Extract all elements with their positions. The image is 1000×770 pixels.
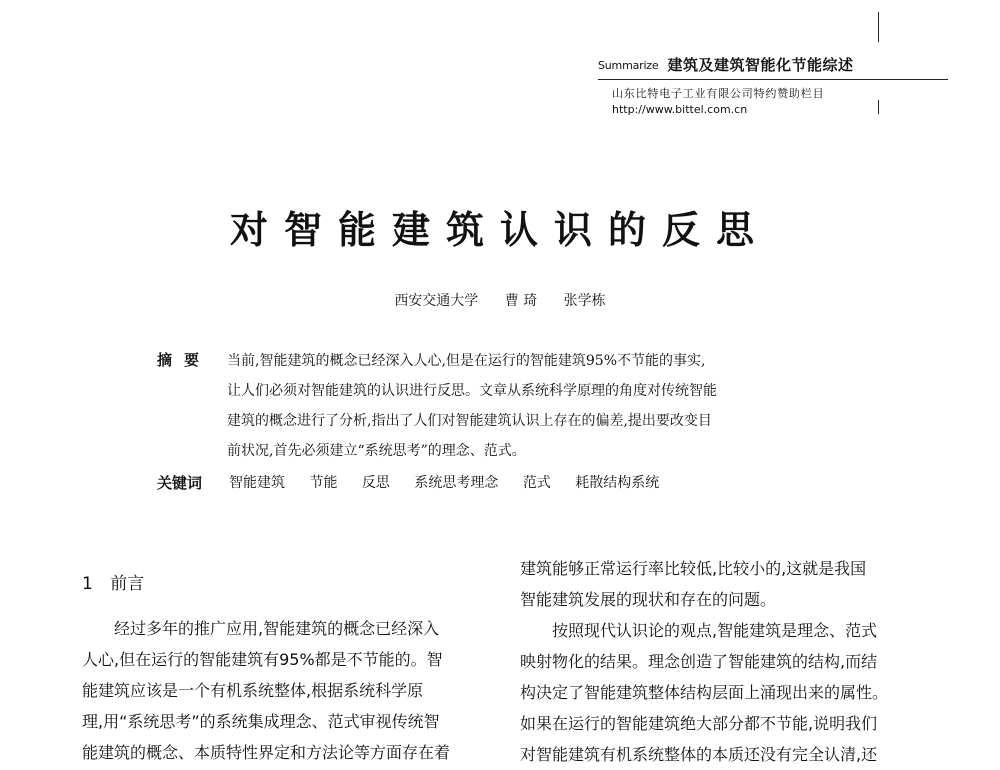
body-line: 理,用“系统思考”的系统集成理念、范式审视传统智 <box>82 712 440 731</box>
abstract-label: 摘要 <box>157 351 212 369</box>
header-divider <box>598 79 948 80</box>
keyword: 智能建筑 <box>229 475 285 491</box>
body-line: 对智能建筑有机系统整体的本质还没有完全认清,还 <box>520 745 878 764</box>
section-number: 1 <box>82 574 93 594</box>
abstract-line: 前状况,首先必须建立“系统思考”的理念、范式。 <box>227 443 526 459</box>
summarize-label: Summarize <box>598 59 659 72</box>
body-line: 智能建筑发展的现状和存在的问题。 <box>520 590 777 609</box>
right-column <box>520 553 920 770</box>
body-line: 按照现代认识论的观点,智能建筑是理念、范式 <box>552 621 878 640</box>
abstract-line: 当前,智能建筑的概念已经深入人心,但是在运行的智能建筑95%不节能的事实, <box>227 353 706 369</box>
keyword: 耗散结构系统 <box>575 475 660 491</box>
abstract-line: 建筑的概念进行了分析,指出了人们对智能建筑认识上存在的偏差,提出要改变目 <box>227 413 712 429</box>
keyword: 范式 <box>522 475 551 491</box>
body-line: 建筑能够正常运行率比较低,比较小的,这就是我国 <box>520 559 867 578</box>
body-line: 经过多年的推广应用,智能建筑的概念已经深入 <box>114 619 440 638</box>
sponsor-line: 山东比特电子工业有限公司特约赞助栏目 <box>612 87 825 100</box>
body-line: 人心,但在运行的智能建筑有95%都是不节能的。智 <box>82 650 443 669</box>
body-line: 能建筑应该是一个有机系统整体,根据系统科学原 <box>82 681 424 700</box>
body-line: 如果在运行的智能建筑绝大部分都不节能,说明我们 <box>520 714 878 733</box>
author-line <box>0 290 1000 310</box>
author-affiliation: 西安交通大学 <box>394 293 479 309</box>
body-line: 构决定了智能建筑整体结构层面上涌现出来的属性。 <box>520 683 889 702</box>
keyword: 系统思考理念 <box>414 475 499 491</box>
body-line: 映射物化的结果。理念创造了智能建筑的结构,而结 <box>520 652 878 671</box>
abstract-line: 让人们必须对智能建筑的认识进行反思。文章从系统科学原理的角度对传统智能 <box>227 383 717 399</box>
author-name: 曹 琦 <box>504 293 538 309</box>
sponsor-url[interactable]: http://www.bittel.com.cn <box>612 103 748 116</box>
keyword: 节能 <box>309 475 338 491</box>
header-vertical-rule <box>878 12 879 42</box>
keywords-list <box>229 472 679 492</box>
section-heading <box>82 569 144 594</box>
keywords-label: 关键词 <box>157 474 203 492</box>
section-title: 前言 <box>110 574 145 594</box>
keyword: 反思 <box>361 475 390 491</box>
left-column <box>82 613 482 768</box>
header-vertical-rule-lower <box>878 100 879 114</box>
abstract-body <box>227 346 852 466</box>
column-header <box>598 54 958 75</box>
column-title: 建筑及建筑智能化节能综述 <box>667 56 854 74</box>
body-line: 能建筑的概念、本质特性界定和方法论等方面存在着 <box>82 743 451 762</box>
author-name: 张学栋 <box>563 293 606 309</box>
article-title: 对智能建筑认识的反思 <box>229 208 770 252</box>
